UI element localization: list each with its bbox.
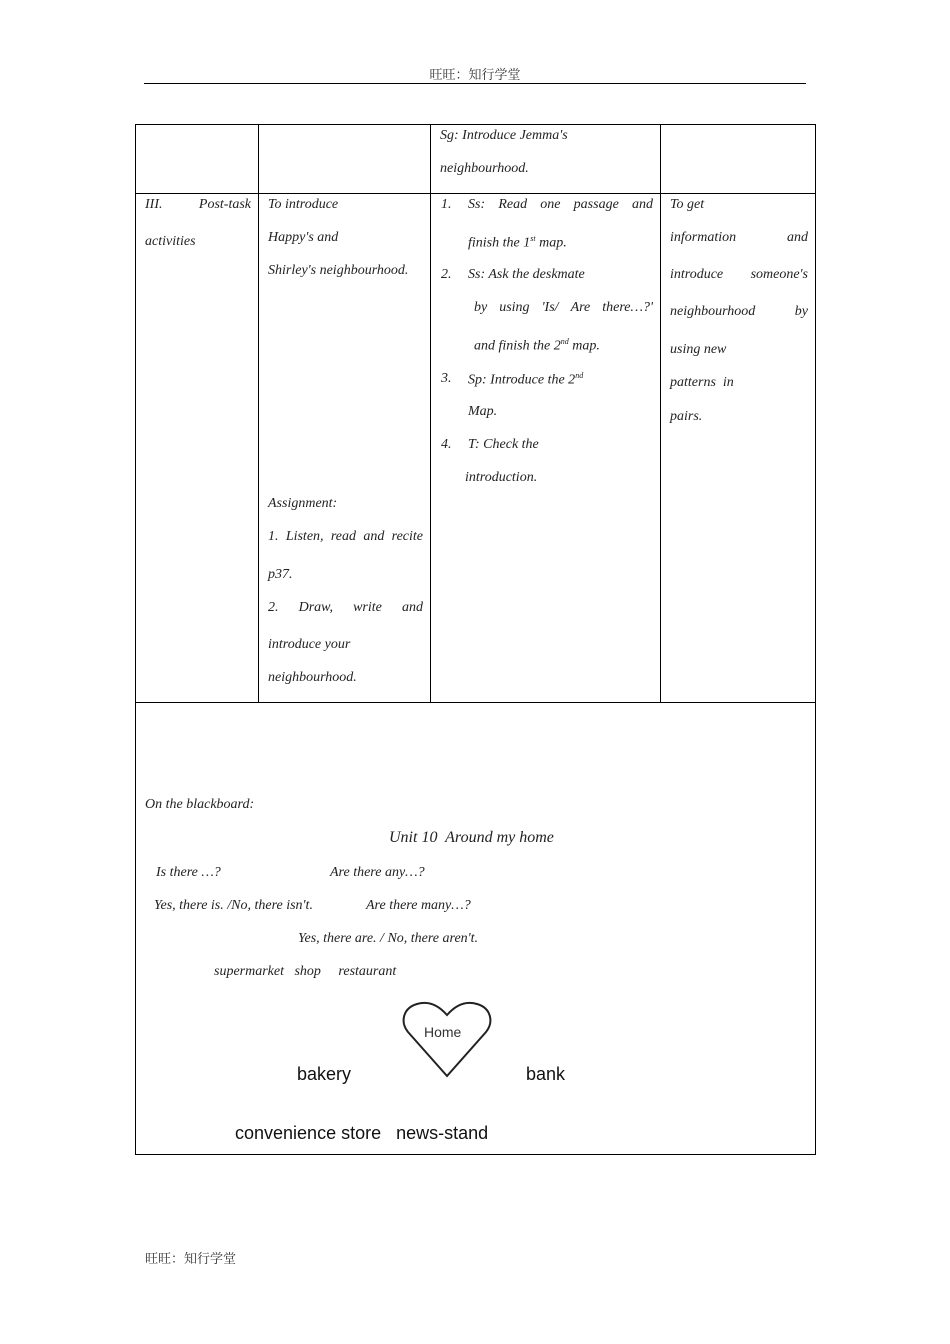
procedure-word: there…?' <box>602 300 653 315</box>
procedure-number: 1. <box>441 197 452 212</box>
table-left-border <box>135 124 136 1155</box>
content-line: Happy's and <box>268 230 339 245</box>
assignment-item-1-cont: p37. <box>268 567 293 582</box>
heart-label: Home <box>424 1024 462 1040</box>
blackboard-answer-1: Yes, there is. /No, there isn't. <box>154 898 313 913</box>
assignment-item-2-cont: introduce your <box>268 637 351 652</box>
procedure-number: 3. <box>441 371 452 386</box>
procedure-step-1-cont <box>468 235 567 251</box>
purpose-word: neighbourhood <box>670 304 756 319</box>
purpose-line: using new <box>670 342 727 357</box>
row0-procedure-line2: neighbourhood. <box>440 161 529 176</box>
stage-word: III. <box>145 197 163 212</box>
table-bottom-border <box>135 1154 816 1155</box>
procedure-word: and <box>631 197 653 212</box>
procedure-text: map. <box>568 338 600 354</box>
purpose-word: introduce <box>670 267 724 282</box>
ordinal-suffix: nd <box>575 371 584 380</box>
assignment-word: and <box>363 529 385 544</box>
procedure-word: passage <box>573 197 619 212</box>
row-divider-2 <box>135 702 816 703</box>
assignment-word: 2. <box>268 600 279 615</box>
blackboard-label: On the blackboard: <box>145 797 255 812</box>
purpose-line <box>670 231 808 245</box>
procedure-word: Are <box>570 300 591 315</box>
procedure-step-4: T: Check the <box>468 437 539 452</box>
assignment-word: write <box>353 600 382 615</box>
content-line: Shirley's neighbourhood. <box>268 263 409 278</box>
assignment-word: and <box>401 600 423 615</box>
procedure-step-3-cont: Map. <box>468 404 498 419</box>
row-divider-1 <box>135 193 816 194</box>
procedure-word: one <box>540 197 561 212</box>
assignment-word: recite <box>391 529 423 544</box>
place-bank: bank <box>526 1064 566 1084</box>
heart-shape <box>400 1000 494 1080</box>
blackboard-places-2: convenience store news-stand <box>235 1123 489 1143</box>
blackboard-question-3: Are there many…? <box>366 898 471 913</box>
place-bakery: bakery <box>297 1064 352 1084</box>
blackboard-title: Unit 10 Around my home <box>389 829 554 846</box>
procedure-word: by <box>474 300 488 315</box>
purpose-line <box>670 305 808 319</box>
blackboard-places-1: supermarket shop restaurant <box>214 964 397 979</box>
procedure-word: Ss: <box>468 197 486 212</box>
procedure-text: and finish the 2 <box>474 338 561 354</box>
purpose-word: information <box>670 230 737 245</box>
procedure-word: Read <box>498 197 528 212</box>
procedure-step-2-line3 <box>474 338 600 354</box>
content-line: To introduce <box>268 197 339 212</box>
purpose-word: someone's <box>750 267 808 282</box>
purpose-word: by <box>794 304 808 319</box>
purpose-word: and <box>787 230 808 245</box>
page-footer: 旺旺：知行学堂 <box>145 1252 237 1267</box>
assignment-word: 1. <box>268 529 279 544</box>
assignment-item-1 <box>268 530 423 544</box>
stage-word: Post-task <box>198 197 251 212</box>
row0-procedure-line1: Sg: Introduce Jemma's <box>440 128 568 143</box>
header-rule <box>144 83 806 84</box>
procedure-step-2: Ss: Ask the deskmate <box>468 267 585 282</box>
purpose-line <box>670 268 808 282</box>
stage-title <box>145 198 251 212</box>
purpose-line: To get <box>670 197 705 212</box>
procedure-text: Sp: Introduce the 2 <box>468 372 576 388</box>
procedure-step-3 <box>468 372 583 388</box>
blackboard-answer-2: Yes, there are. / No, there aren't. <box>298 931 479 946</box>
stage-title-cont: activities <box>145 234 196 249</box>
assignment-word: Listen, <box>285 529 324 544</box>
procedure-text: finish the 1 <box>468 235 531 251</box>
purpose-line: patterns in <box>670 375 734 390</box>
ordinal-suffix: nd <box>560 337 569 346</box>
procedure-step-1 <box>468 198 653 212</box>
col-divider-2 <box>430 124 431 702</box>
procedure-step-2-line2 <box>474 301 653 315</box>
assignment-item-2 <box>268 601 423 615</box>
procedure-text: map. <box>535 235 567 251</box>
assignment-item-2-cont: neighbourhood. <box>268 670 357 685</box>
table-right-border <box>815 124 816 1155</box>
purpose-line: pairs. <box>670 409 703 424</box>
procedure-word: 'Is/ <box>541 300 559 315</box>
assignment-word: read <box>330 529 357 544</box>
col-divider-1 <box>258 124 259 702</box>
procedure-number: 2. <box>441 267 452 282</box>
page-header: 旺旺：知行学堂 <box>429 68 521 83</box>
procedure-number: 4. <box>441 437 452 452</box>
procedure-step-4-cont: introduction. <box>465 470 538 485</box>
blackboard-question-2: Are there any…? <box>330 865 425 880</box>
blackboard-question-1: Is there …? <box>156 865 221 880</box>
col-divider-3 <box>660 124 661 702</box>
assignment-title: Assignment: <box>268 496 338 511</box>
ordinal-suffix: st <box>530 234 536 243</box>
table-top-border <box>135 124 816 125</box>
assignment-word: Draw, <box>298 600 333 615</box>
procedure-word: using <box>499 300 530 315</box>
